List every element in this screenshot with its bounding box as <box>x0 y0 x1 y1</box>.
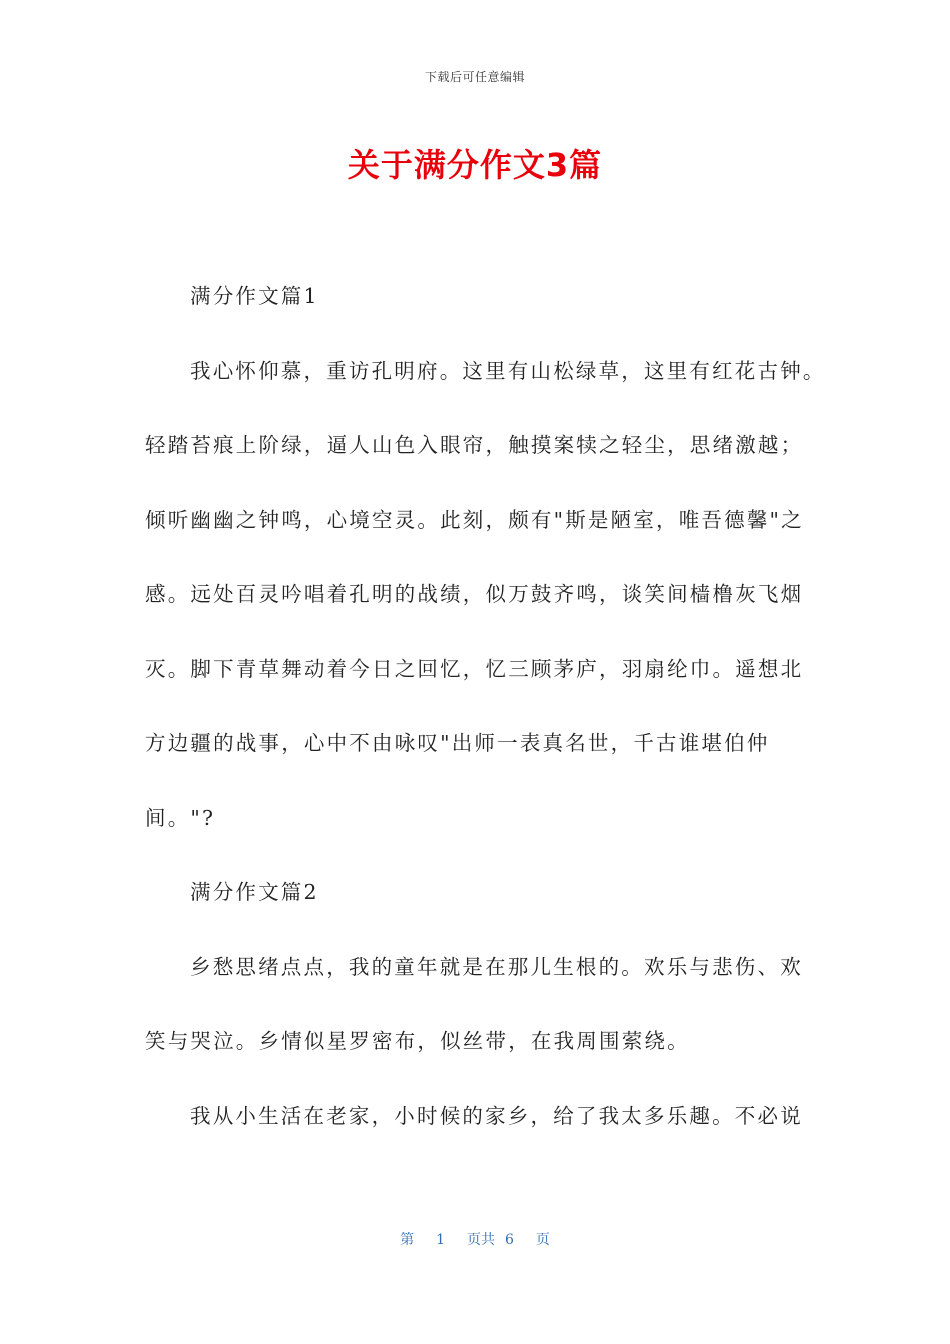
footer-total-pages: 6 <box>505 1232 514 1248</box>
text-line: 满分作文篇1 <box>190 284 319 308</box>
text-line: 感。远处百灵吟唱着孔明的战绩，似万鼓齐鸣，谈笑间樯橹灰飞烟 <box>145 582 804 606</box>
footer-suffix: 页 <box>535 1232 550 1248</box>
footer-middle: 页共 <box>467 1232 495 1248</box>
document-title: 关于满分作文3篇 <box>347 146 603 184</box>
text-line: 轻踏苔痕上阶绿，逼人山色入眼帘，触摸案犊之轻尘，思绪激越； <box>145 433 804 457</box>
text-line: 间。"? <box>145 805 216 830</box>
text-line: 灭。脚下青草舞动着今日之回忆，忆三顾茅庐，羽扇纶巾。遥想北 <box>145 656 804 681</box>
text-line: 笑与哭泣。乡情似星罗密布，似丝带，在我周围萦绕。 <box>145 1029 690 1053</box>
text-line: 我心怀仰慕，重访孔明府。这里有山松绿草，这里有红花古钟。 <box>190 358 826 383</box>
text-line: 倾听幽幽之钟鸣，心境空灵。此刻，颇有"斯是陋室，唯吾德馨"之 <box>145 507 804 532</box>
text-line: 满分作文篇2 <box>190 880 319 904</box>
document-body <box>145 278 826 1172</box>
footer-prefix: 第 <box>400 1232 415 1248</box>
footer-current-page: 1 <box>436 1232 445 1248</box>
text-line: 方边疆的战事，心中不由咏叹"出师一表真名世，千古谁堪伯仲 <box>145 731 770 755</box>
text-line: 乡愁思绪点点，我的童年就是在那儿生根的。欢乐与悲伤、欢 <box>190 954 803 979</box>
page-footer <box>0 1229 950 1249</box>
header-note: 下载后可任意编辑 <box>424 70 525 84</box>
text-line: 我从小生活在老家，小时候的家乡，给了我太多乐趣。不必说 <box>190 1103 803 1128</box>
